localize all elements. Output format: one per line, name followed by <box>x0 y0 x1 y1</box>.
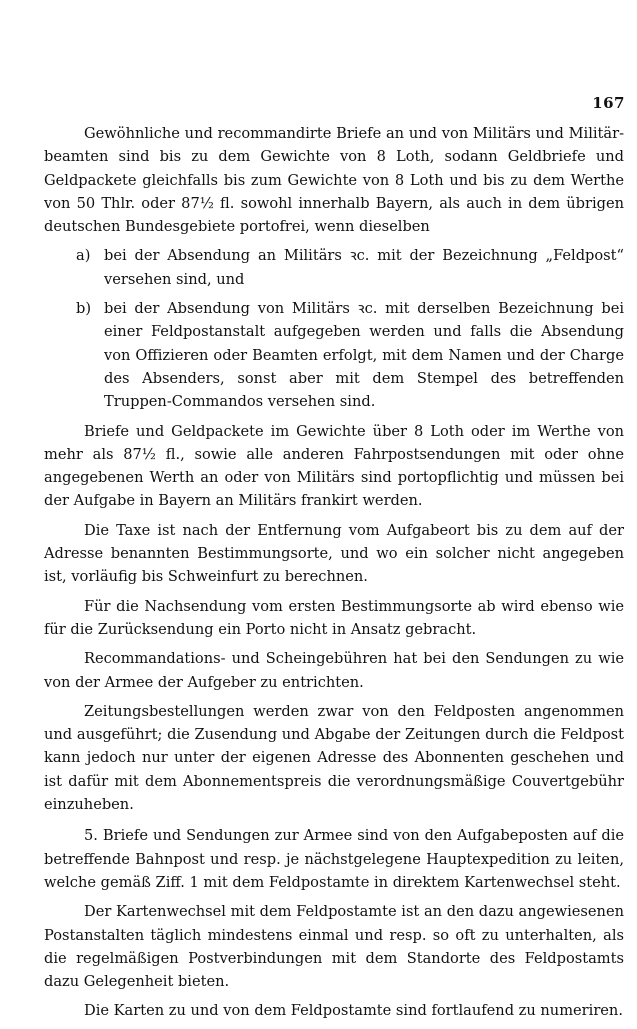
paragraph: Recommandations- und Scheingebühren hat bei den Sendungen zu wie von der Armee der Aufgeber zu entrichten. <box>44 650 624 691</box>
list-item-label: a) <box>76 247 91 265</box>
paragraph: Für die Nachsendung vom ersten Bestimmungsorte ab wird ebenso wie für die Zurücksendung ein Porto nicht in Ansatz gebracht. <box>44 597 624 638</box>
list-item-label: b) <box>76 300 92 318</box>
paragraph: Briefe und Geldpackete im Gewichte über 8 Loth oder im Werthe von mehr als 87½ fl., sowie alle anderen Fahrpostsendungen mit oder ohne angegebenen Werth an oder von Militärs sind portopflichtig und müssen bei der Aufgabe in Bayern an Militärs frankirt werden. <box>44 422 624 510</box>
list-item <box>44 244 624 291</box>
list-item <box>44 297 624 413</box>
page-body <box>44 122 624 1029</box>
paragraph: Die Taxe ist nach der Entfernung vom Aufgabeort bis zu dem auf der Adresse benannten Bestimmungsorte, und wo ein solcher nicht angegeben ist, vorläufig bis Schweinfurt zu berechnen. <box>44 521 624 586</box>
list-item-text: bei der Absendung von Militärs ꝛc. mit derselben Bezeichnung bei einer Feldpostanstalt aufgegeben werden und falls die Absendung von Offizieren oder Beamten erfolgt, mit dem Namen und der Charge des Absenders, sonst aber mit dem Stempel des betreffenden Truppen-Commandos versehen sind. <box>104 300 624 411</box>
paragraph: Gewöhnliche und recommandirte Briefe an und von Militärs und Militär-beamten sind bis zu dem Gewichte von 8 Loth, sodann Geldbriefe und Geldpackete gleichfalls bis zum Gewichte von 8 Loth und bis zu dem Werthe von 50 Thlr. oder 87½ fl. sowohl innerhalb Bayern, als auch in dem übrigen deutschen Bundesgebiete portofrei, wenn dieselben <box>44 125 624 236</box>
page-number: 167 <box>592 94 625 112</box>
paragraph: Zeitungsbestellungen werden zwar von den Feldposten angenommen und ausgeführt; die Zusendung und Abgabe der Zeitungen durch die Feldpost kann jedoch nur unter der eigenen Adresse des Abonnenten geschehen und ist dafür mit dem Abonnementspreis die verordnungsmäßige Couvertgebühr einzuheben. <box>44 702 624 814</box>
list-item-text: bei der Absendung an Militärs ꝛc. mit der Bezeichnung „Feldpost“ versehen sind, und <box>104 247 624 288</box>
numbered-paragraph: 5. Briefe und Sendungen zur Armee sind von den Aufgabeposten auf die betreffende Bahnpost und resp. je nächstgelegene Hauptexpedition zu leiten, welche gemäß Ziff. 1 mit dem Feldpostamte in direktem Kartenwechsel steht. <box>44 827 624 891</box>
paragraph: Der Kartenwechsel mit dem Feldpostamte ist an den dazu angewiesenen Postanstalten täglich mindestens einmal und resp. so oft zu unterhalten, als die regelmäßigen Postverbindungen mit dem Standorte des Feldpostamts dazu Gelegenheit bieten. <box>44 903 624 991</box>
paragraph: Die Karten zu und von dem Feldpostamte sind fortlaufend zu numeriren. <box>84 1002 623 1020</box>
